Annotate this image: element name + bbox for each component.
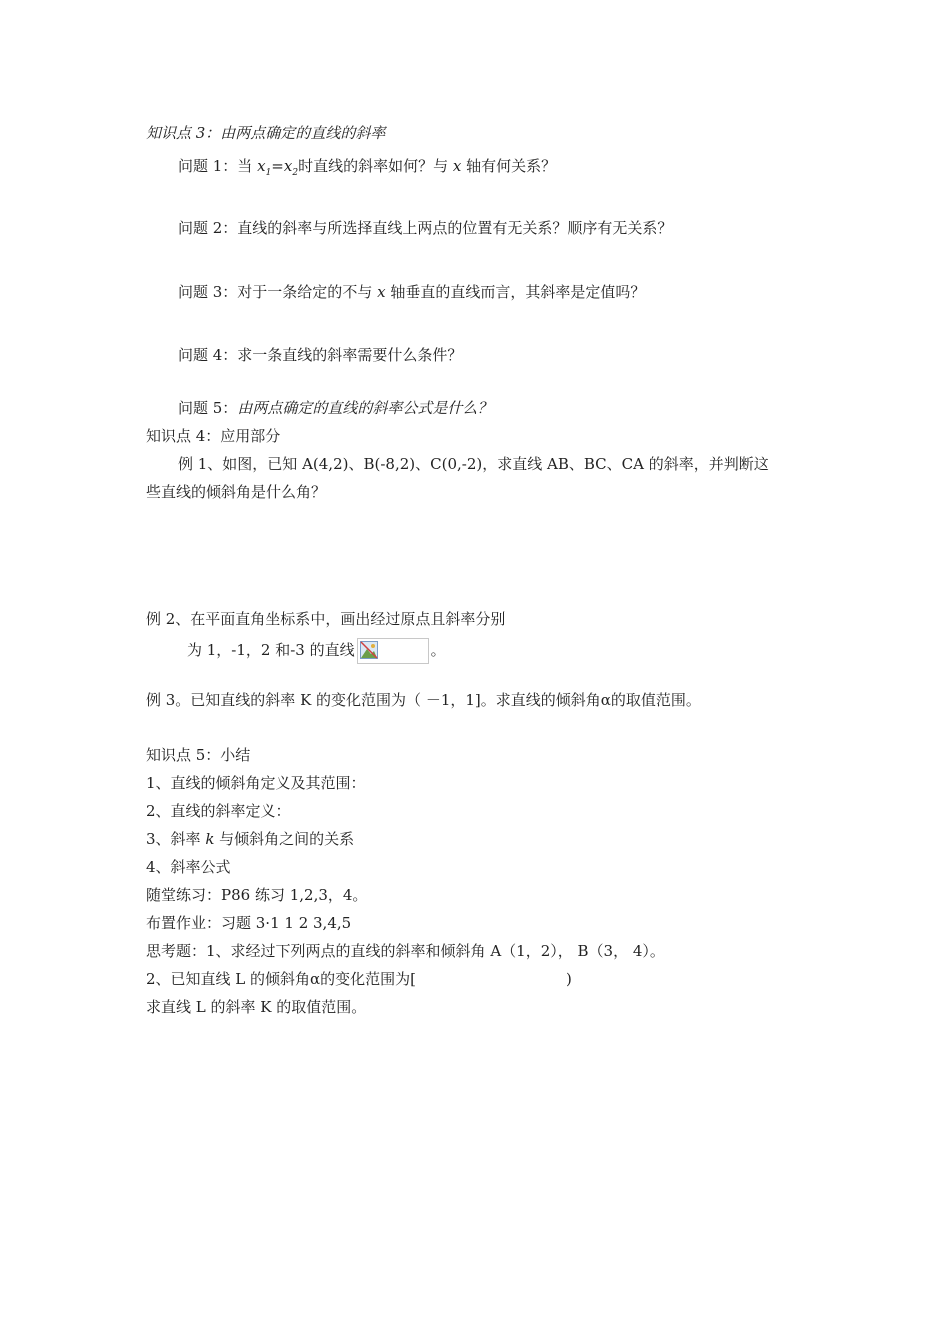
section5-title: 知识点 5：小结: [146, 746, 251, 764]
example-3: 例 3。已知直线的斜率 K 的变化范围为（ －1，1]。求直线的倾斜角α的取值范围。: [146, 691, 701, 709]
question-1-prefix: 问题 1：当: [178, 157, 258, 175]
question-5: [178, 398, 492, 418]
think-question-2: [146, 969, 572, 989]
summary-item-3: [146, 829, 354, 849]
sub-1: 1: [265, 168, 272, 178]
think-question-2-close: ): [566, 970, 572, 988]
section3-title: 知识点 3：由两点确定的直线的斜率: [146, 124, 386, 142]
var-x: x: [452, 157, 462, 175]
think-question-2-text: 2、已知直线 L 的倾斜角α的变化范围为[: [146, 970, 417, 988]
example-1-line-1: 例 1、如图，已知 A(4,2)、B(-8,2)、C(0,-2)，求直线 AB、BC、CA 的斜率，并判断这: [178, 455, 769, 473]
question-4: 问题 4：求一条直线的斜率需要什么条件？: [178, 346, 463, 364]
question-1: [178, 156, 556, 183]
example-2-line-1: 例 2、在平面直角坐标系中，画出经过原点且斜率分别: [146, 610, 506, 628]
section4-title: 知识点 4：应用部分: [146, 427, 281, 445]
summary-item-3-prefix: 3、斜率: [146, 830, 206, 848]
equals-sign: =: [271, 157, 284, 175]
var-x: x: [377, 283, 386, 301]
think-question-1: 思考题：1、求经过下列两点的直线的斜率和倾斜角 A（1，2）， B（3， 4）。: [146, 942, 665, 960]
question-1-suffix: 轴有何关系？: [461, 157, 557, 175]
summary-item-4: 4、斜率公式: [146, 858, 231, 876]
question-3-suffix: 轴垂直的直线而言，其斜率是定值吗？: [385, 283, 646, 301]
sub-2: 2: [292, 168, 299, 178]
question-3-prefix: 问题 3：对于一条给定的不与: [178, 283, 378, 301]
homework-line: 布置作业：习题 3·1 1 2 3,4,5: [146, 914, 352, 932]
var-x2: x: [283, 157, 293, 175]
var-x1: x: [257, 157, 266, 175]
summary-item-2: 2、直线的斜率定义：: [146, 802, 291, 820]
practice-line: 随堂练习：P86 练习 1,2,3，4。: [146, 886, 368, 904]
think-question-3: 求直线 L 的斜率 K 的取值范围。: [146, 998, 367, 1016]
question-5-text: 由两点确定的直线的斜率公式是什么？: [237, 399, 493, 417]
broken-image-icon: [357, 638, 429, 664]
example-2-text: 为 1，-1，2 和-3 的直线: [187, 641, 355, 659]
summary-item-3-suffix: 与倾斜角之间的关系: [214, 830, 355, 848]
question-5-prefix: 问题 5：: [178, 399, 238, 417]
var-k: k: [205, 830, 215, 848]
summary-item-1: 1、直线的倾斜角定义及其范围：: [146, 774, 366, 792]
question-3: [178, 282, 645, 302]
example-2-line-2: [187, 638, 446, 664]
question-2: 问题 2：直线的斜率与所选择直线上两点的位置有无关系？顺序有无关系？: [178, 219, 673, 237]
example-1-line-2: 些直线的倾斜角是什么角？: [146, 483, 327, 501]
question-1-middle: 时直线的斜率如何？与: [298, 157, 453, 175]
example-2-end: 。: [430, 641, 446, 659]
